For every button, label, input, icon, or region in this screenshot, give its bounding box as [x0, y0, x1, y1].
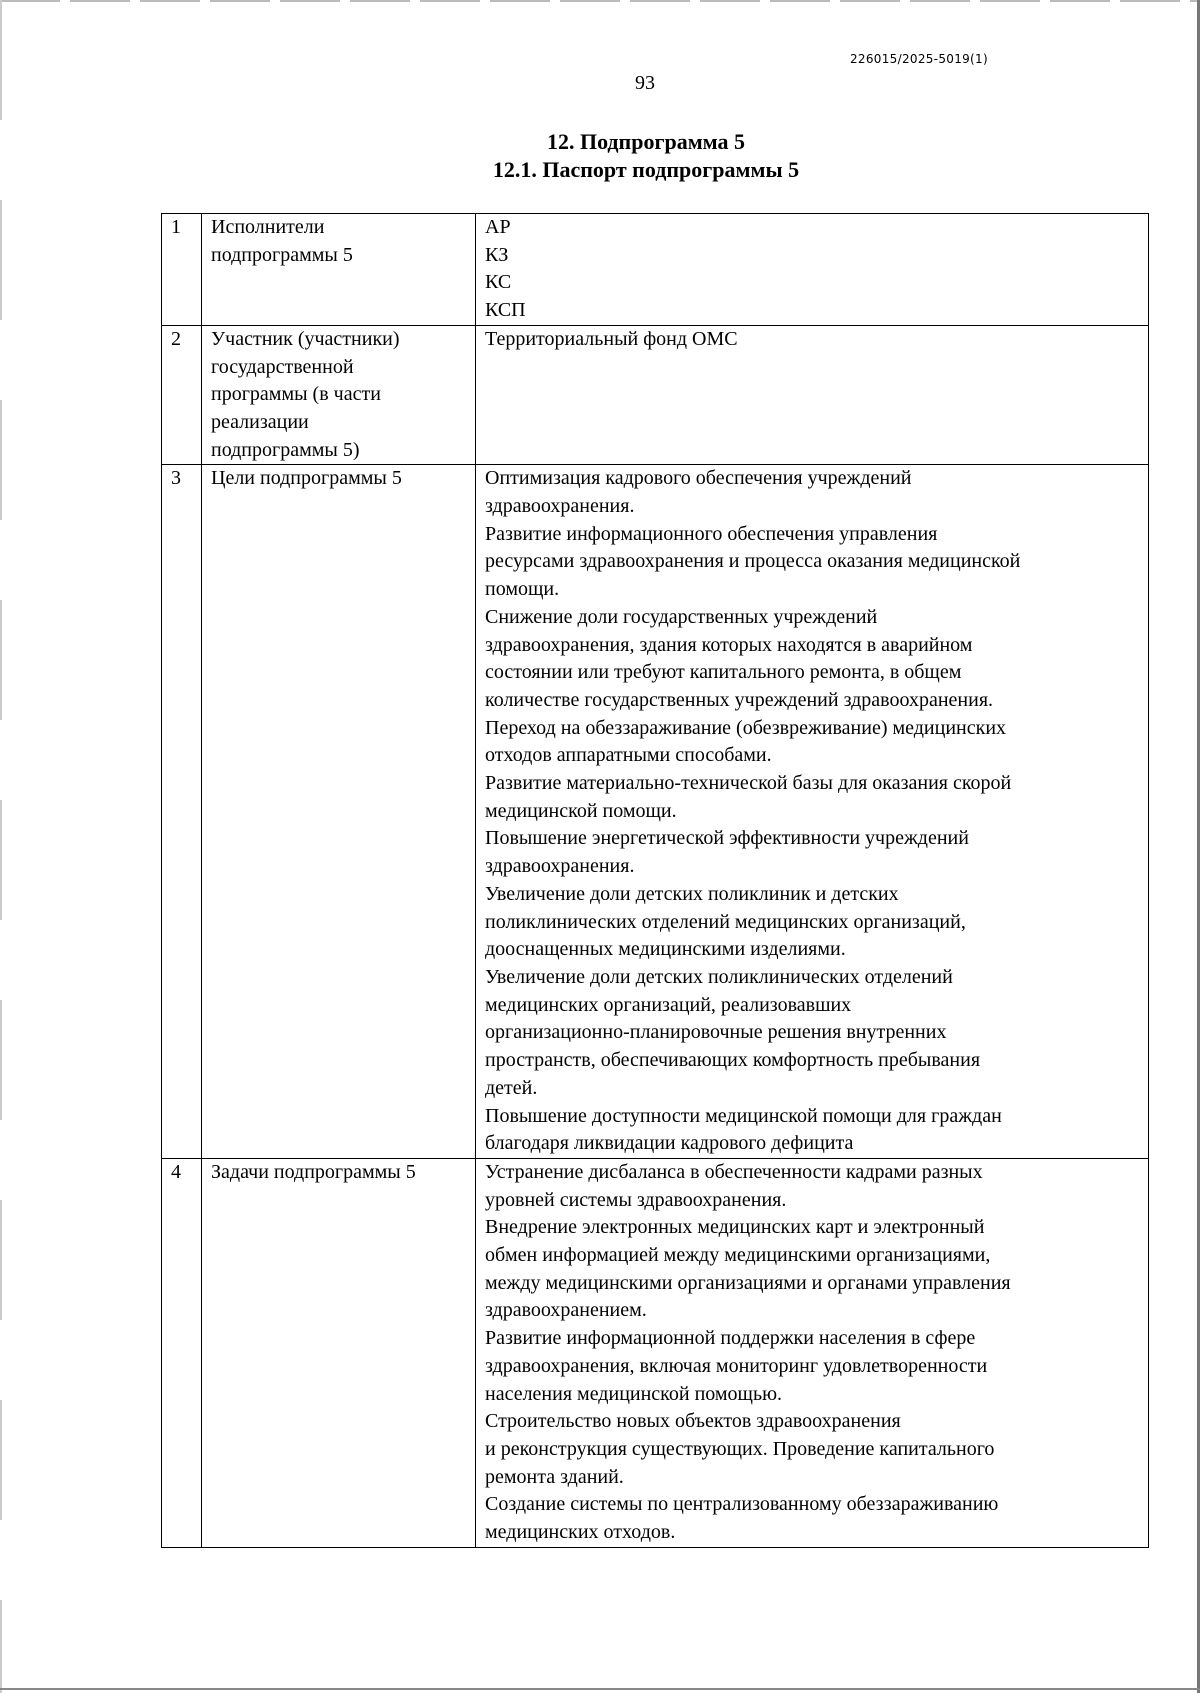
row-number: 4 — [162, 1158, 202, 1547]
row-value-line: поликлинических отделений медицинских организаций, — [485, 910, 966, 933]
document-code: 226015/2025-5019(1) — [850, 52, 988, 66]
section-heading — [0, 128, 1200, 184]
page-number: 93 — [635, 72, 655, 94]
row-value-line: Снижение доли государственных учреждений — [485, 605, 878, 628]
row-value-line: пространств, обеспечивающих комфортность пребывания — [485, 1049, 981, 1072]
row-value-line: организационно-планировочные решения внутренних — [485, 1021, 947, 1044]
row-value-line: ресурсами здравоохранения и процесса оказания медицинской — [485, 550, 1021, 573]
row-value-line: Повышение доступности медицинской помощи для граждан — [485, 1104, 1002, 1127]
row-value-line: детей. — [485, 1076, 538, 1099]
row-value-line: Повышение энергетической эффективности учреждений — [485, 827, 969, 850]
row-label-line: Исполнители — [211, 216, 325, 238]
row-value-line: Увеличение доли детских поликлинических отделений — [485, 965, 953, 988]
row-label-line: реализации — [211, 410, 309, 433]
row-value-line: обмен информацией между медицинскими организациями, — [485, 1244, 991, 1267]
row-value-line: уровней системы здравоохранения. — [485, 1188, 787, 1211]
row-value-line: дооснащенных медицинскими изделиями. — [485, 938, 846, 961]
table-row — [162, 1158, 1149, 1547]
row-value — [476, 214, 1149, 326]
row-value-line: отходов аппаратными способами. — [485, 744, 772, 767]
row-number: 3 — [162, 465, 202, 1159]
row-value-line: количестве государственных учреждений здравоохранения. — [485, 688, 994, 711]
row-value — [476, 465, 1149, 1159]
row-value-line: Переход на обеззараживание (обезвреживание) медицинских — [485, 716, 1007, 739]
table-row — [162, 214, 1149, 326]
row-value-line: Устранение дисбаланса в обеспеченности кадрами разных — [485, 1160, 983, 1183]
row-value-line: Внедрение электронных медицинских карт и электронный — [485, 1216, 985, 1239]
row-value-line: АР — [485, 216, 511, 238]
row-label-line: Участник (участники) — [211, 327, 400, 350]
row-number: 2 — [162, 325, 202, 465]
row-value — [476, 1158, 1149, 1547]
row-label — [202, 214, 476, 326]
table-row — [162, 325, 1149, 465]
table-row — [162, 465, 1149, 1159]
row-value-line: Создание системы по централизованному обеззараживанию — [485, 1493, 999, 1516]
row-value-line: здравоохранения, здания которых находятся в аварийном — [485, 633, 973, 656]
row-value-line: и реконструкция существующих. Проведение капитального — [485, 1437, 995, 1460]
row-value-line: КЗ — [485, 243, 509, 266]
row-value — [476, 325, 1149, 465]
row-value-line: здравоохранением. — [485, 1299, 647, 1322]
row-value-line: медицинских отходов. — [485, 1521, 676, 1544]
row-value-line: ремонта зданий. — [485, 1465, 624, 1488]
row-value-line: Строительство новых объектов здравоохранения — [485, 1410, 901, 1433]
scan-edge-bottom — [0, 1688, 1200, 1690]
row-value-line: Развитие материально-технической базы для оказания скорой — [485, 772, 1012, 795]
row-value-line: благодаря ликвидации кадрового дефицита — [485, 1132, 854, 1155]
row-value-line: Увеличение доли детских поликлиник и детских — [485, 882, 899, 905]
row-value-line: медицинской помощи. — [485, 799, 677, 822]
row-number: 1 — [162, 214, 202, 326]
row-label-line: подпрограммы 5 — [211, 243, 353, 266]
row-value-line: КС — [485, 271, 512, 294]
subsection-title: 12.1. Паспорт подпрограммы 5 — [492, 157, 800, 182]
scan-edge-left — [0, 0, 2, 1693]
row-label-line: государственной — [211, 355, 354, 378]
row-label — [202, 325, 476, 465]
row-value-line: здравоохранения. — [485, 495, 635, 518]
row-value-line: Развитие информационного обеспечения управления — [485, 522, 938, 545]
row-value-line: Территориальный фонд ОМС — [485, 327, 738, 350]
row-label — [202, 465, 476, 1159]
row-label-line: подпрограммы 5) — [211, 438, 360, 461]
row-value-line: Развитие информационной поддержки населения в сфере — [485, 1327, 976, 1350]
row-label-line: Цели подпрограммы 5 — [211, 467, 402, 490]
row-value-line: помощи. — [485, 578, 560, 601]
row-value-line: населения медицинской помощью. — [485, 1382, 783, 1405]
row-label-line: программы (в части — [211, 383, 381, 406]
row-value-line: здравоохранения, включая мониторинг удовлетворенности — [485, 1354, 988, 1377]
section-title: 12. Подпрограмма 5 — [546, 129, 746, 154]
row-label-line: Задачи подпрограммы 5 — [211, 1160, 416, 1183]
row-value-line: здравоохранения. — [485, 855, 635, 878]
row-value-line: Оптимизация кадрового обеспечения учреждений — [485, 467, 912, 490]
row-value-line: КСП — [485, 299, 526, 322]
row-value-line: между медицинскими организациями и органами управления — [485, 1271, 1011, 1294]
row-label — [202, 1158, 476, 1547]
row-value-line: состоянии или требуют капитального ремонта, в общем — [485, 661, 962, 684]
row-value-line: медицинских организаций, реализовавших — [485, 993, 852, 1016]
scan-edge-top — [0, 0, 1200, 2]
passport-table-body — [162, 214, 1149, 1548]
passport-table — [161, 213, 1149, 1548]
